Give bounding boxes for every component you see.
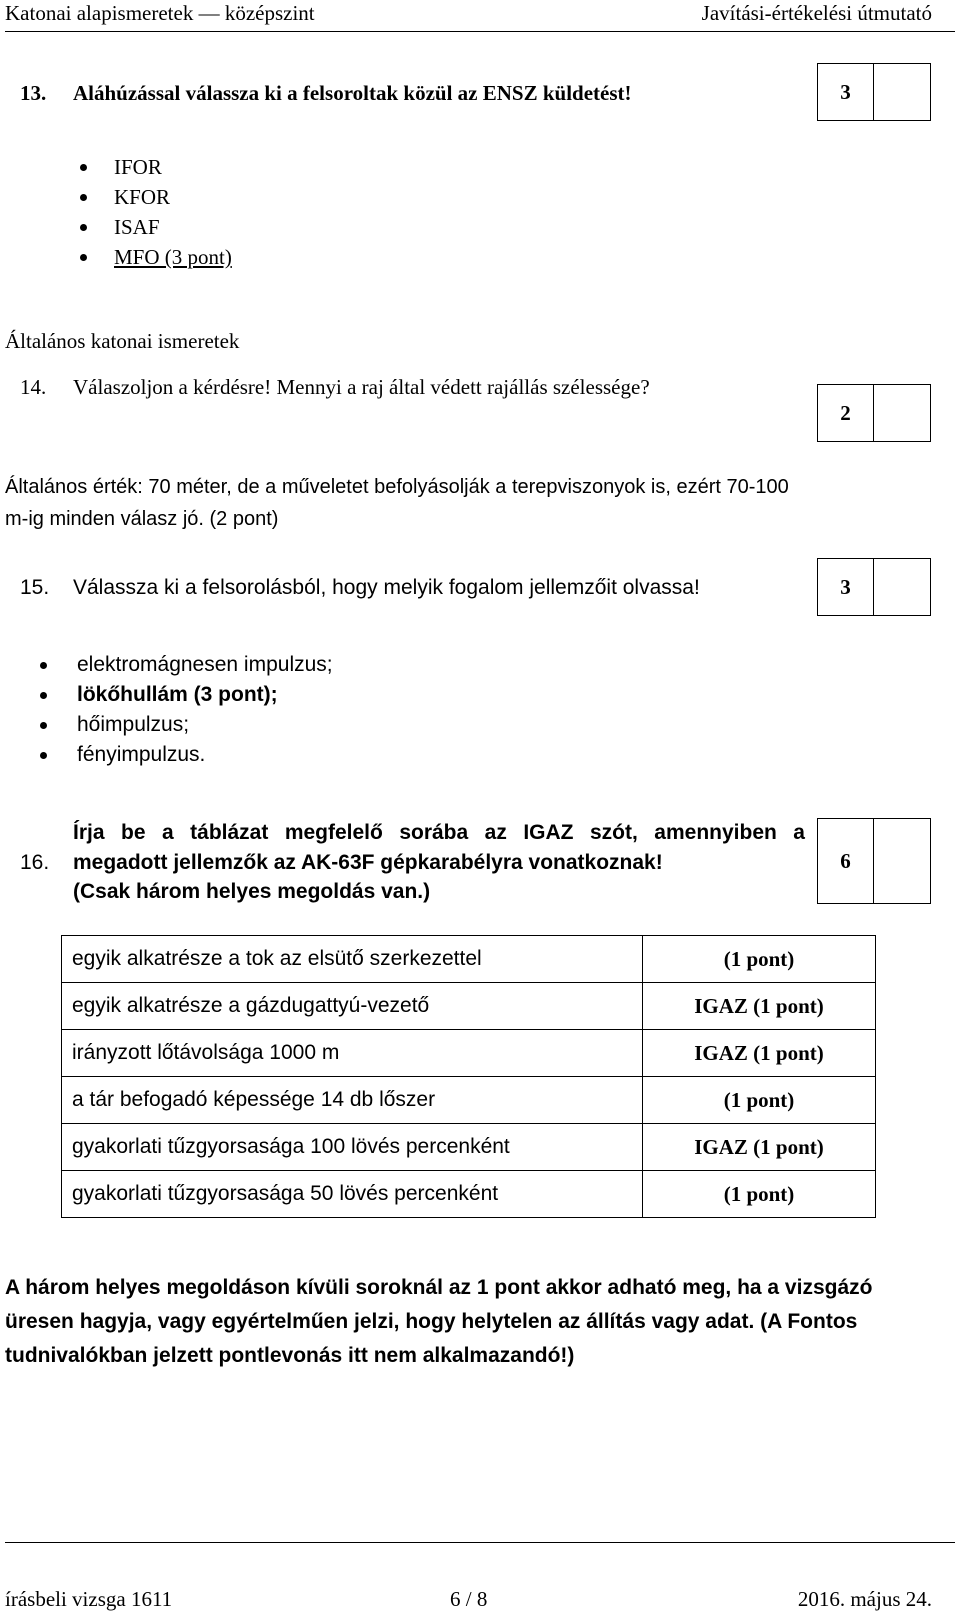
- q16-answer-table: [61, 935, 876, 1218]
- note-line1: A három helyes megoldáson kívüli soroknál az 1 pont akkor adható meg, ha a vizsgázó: [5, 1276, 873, 1299]
- statement-cell: egyik alkatrésze a tok az elsütő szerkezettel: [62, 936, 643, 983]
- q14-number: 14.: [20, 375, 47, 399]
- footer-divider: [5, 1542, 955, 1543]
- answer-cell: IGAZ (1 pont): [643, 1124, 876, 1171]
- answer-cell: IGAZ (1 pont): [643, 983, 876, 1030]
- answer-cell: (1 pont): [643, 936, 876, 983]
- q14-answer-line1: Általános érték: 70 méter, de a műveletet befolyásolják a terepviszonyok is, ezért 70-100: [5, 476, 789, 498]
- footer-date: 2016. május 24.: [797, 1587, 932, 1611]
- answer-cell: (1 pont): [643, 1171, 876, 1218]
- q15-option: elektromágnesen impulzus;: [40, 650, 333, 680]
- statement-cell: gyakorlati tűzgyorsasága 50 lövés percenként: [62, 1171, 643, 1218]
- table-row: [62, 983, 876, 1030]
- header-divider: [5, 31, 955, 32]
- q13-score-box: [817, 63, 931, 121]
- q13-number: 13.: [20, 81, 47, 105]
- q16-score-box: [817, 818, 931, 904]
- q13-option: KFOR: [80, 182, 232, 212]
- q16-max-score: 6: [817, 818, 874, 904]
- table-row: [62, 936, 876, 983]
- q16-number: 16.: [20, 851, 50, 874]
- footer-left: írásbeli vizsga 1611: [5, 1587, 173, 1611]
- statement-cell: gyakorlati tűzgyorsasága 100 lövés percenként: [62, 1124, 643, 1171]
- q15-text: Válassza ki a felsorolásból, hogy melyik fogalom jellemzőit olvassa!: [73, 576, 700, 599]
- statement-cell: irányzott lőtávolsága 1000 m: [62, 1030, 643, 1077]
- q15-option: fényimpulzus.: [40, 740, 333, 770]
- q13-option: ISAF: [80, 212, 232, 242]
- note-line3: tudnivalókban jelzett pontlevonás itt nem alkalmazandó!): [5, 1344, 575, 1367]
- answer-cell: (1 pont): [643, 1077, 876, 1124]
- q16-text-line1: Írja be a táblázat megfelelő sorába az IGAZ szót, amennyiben a: [73, 821, 805, 844]
- q14-max-score: 2: [817, 384, 874, 442]
- q14-earned-score: [874, 384, 931, 442]
- statement-cell: a tár befogadó képessége 14 db lőszer: [62, 1077, 643, 1124]
- q15-max-score: 3: [817, 558, 874, 616]
- q14-answer-line2: m-ig minden válasz jó. (2 pont): [5, 508, 279, 530]
- q15-option-answer: lökőhullám (3 pont);: [40, 680, 333, 710]
- q14-text: Válaszoljon a kérdésre! Mennyi a raj által védett rajállás szélessége?: [73, 375, 650, 399]
- q16-text-line3: (Csak három helyes megoldás van.): [73, 880, 431, 903]
- table-row: [62, 1124, 876, 1171]
- q13-earned-score: [874, 63, 931, 121]
- table-row: [62, 1077, 876, 1124]
- q16-earned-score: [874, 818, 931, 904]
- q14-score-box: [817, 384, 931, 442]
- table-row: [62, 1030, 876, 1077]
- q15-score-box: [817, 558, 931, 616]
- answer-cell: IGAZ (1 pont): [643, 1030, 876, 1077]
- table-row: [62, 1171, 876, 1218]
- q13-text: Aláhúzással válassza ki a felsoroltak közül az ENSZ küldetést!: [73, 81, 632, 105]
- q15-earned-score: [874, 558, 931, 616]
- section-title: Általános katonai ismeretek: [5, 329, 240, 353]
- header-left: Katonai alapismeretek — középszint: [5, 1, 315, 25]
- statement-cell: egyik alkatrésze a gázdugattyú-vezető: [62, 983, 643, 1030]
- footer-page-number: 6 / 8: [450, 1587, 488, 1611]
- q13-option: IFOR: [80, 152, 232, 182]
- q15-number: 15.: [20, 576, 50, 599]
- note-line2: üresen hagyja, vagy egyértelműen jelzi, hogy helytelen az állítás vagy adat. (A Fontos: [5, 1310, 858, 1333]
- q13-option-answer: MFO (3 pont): [80, 242, 232, 272]
- q15-options: [40, 650, 333, 770]
- q16-text-line2: megadott jellemzők az AK-63F gépkarabélyra vonatkoznak!: [73, 851, 663, 874]
- header-right: Javítási-értékelési útmutató: [701, 1, 932, 25]
- q13-max-score: 3: [817, 63, 874, 121]
- q15-option: hőimpulzus;: [40, 710, 333, 740]
- q13-options: [80, 152, 232, 272]
